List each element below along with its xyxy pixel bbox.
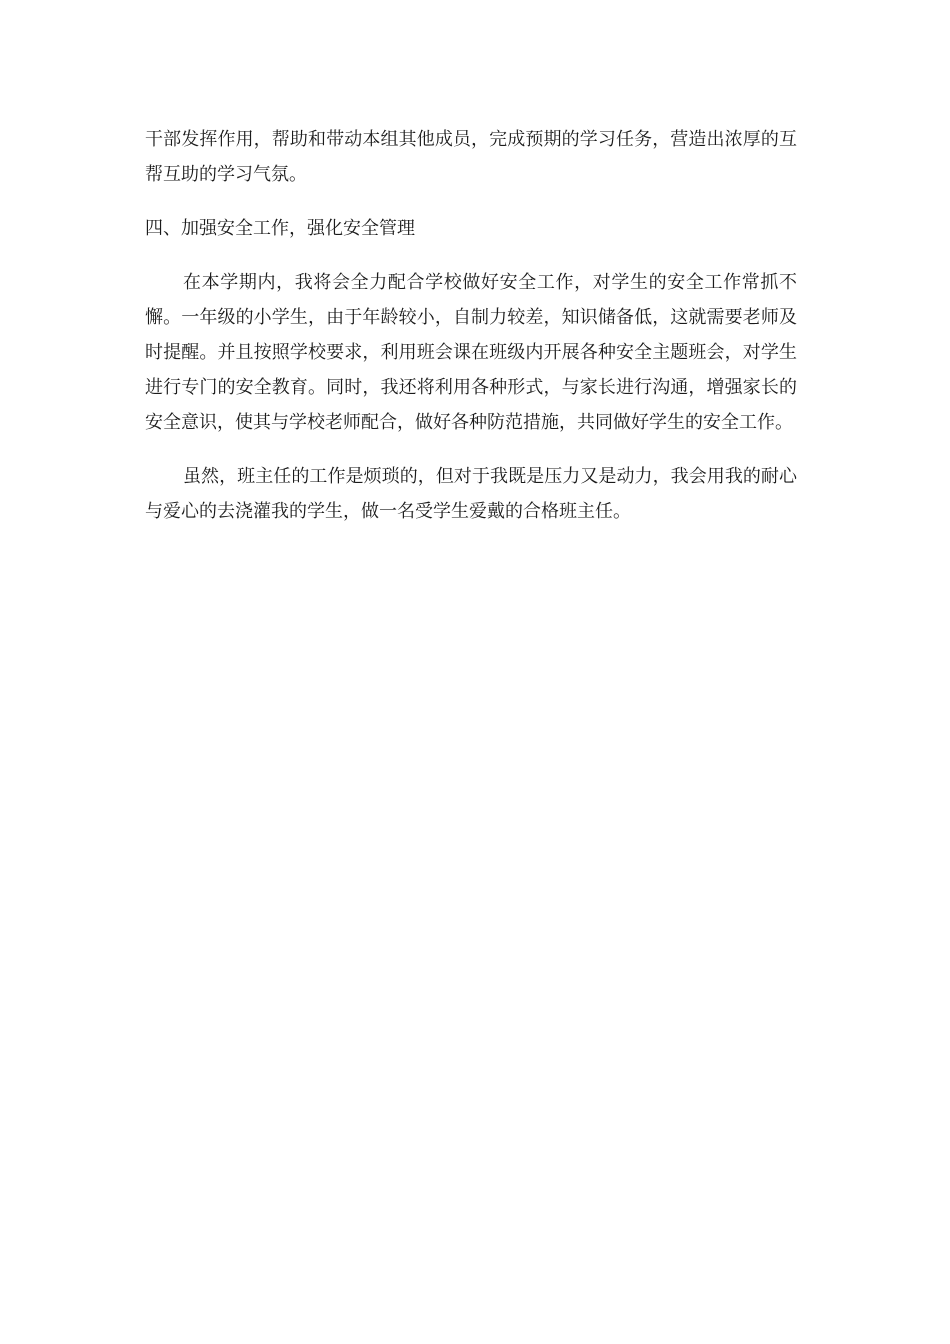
paragraph-conclusion: 虽然，班主任的工作是烦琐的，但对于我既是压力又是动力，我会用我的耐心与爱心的去浇灌我的学生，做一名受学生爱戴的合格班主任。 bbox=[145, 466, 797, 522]
paragraph-continuation: 干部发挥作用，帮助和带动本组其他成员，完成预期的学习任务，营造出浓厚的互帮互助的学习气氛。 bbox=[145, 129, 797, 185]
paragraph-safety: 在本学期内，我将会全力配合学校做好安全工作，对学生的安全工作常抓不懈。一年级的小学生，由于年龄较小，自制力较差，知识储备低，这就需要老师及时提醒。并且按照学校要求，利用班会课在班级内开展各种安全主题班会，对学生进行专门的安全教育。同时，我还将利用各种形式，与家长进行沟通，增强家长的安全意识，使其与学校老师配合，做好各种防范措施，共同做好学生的安全工作。 bbox=[145, 272, 797, 433]
section-heading: 四、加强安全工作，强化安全管理 bbox=[145, 218, 415, 239]
document-body bbox=[145, 122, 797, 548]
